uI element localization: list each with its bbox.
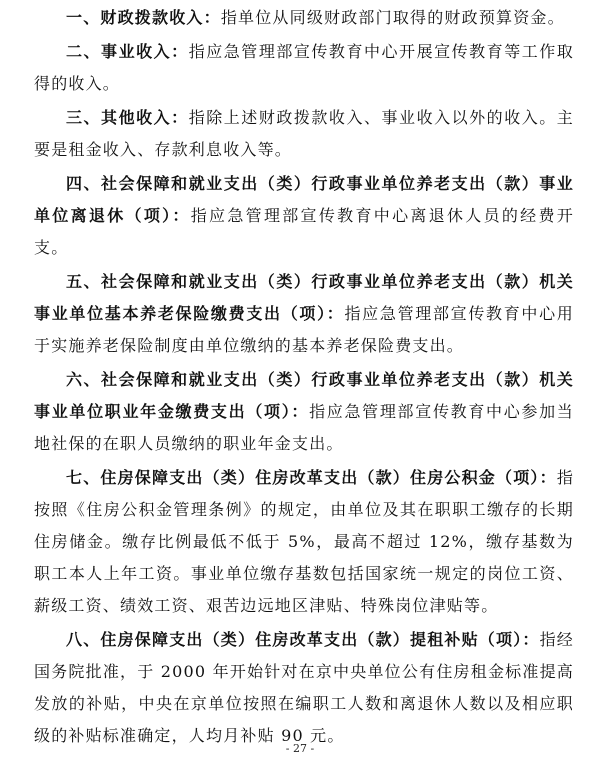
paragraph-text: 指应急管理部宣传教育中心参加当地社保的在职人员缴纳的职业年金支出。	[34, 402, 574, 453]
paragraph-text: 指除上述财政拨款收入、事业收入以外的收入。主要是租金收入、存款利息收入等。	[34, 108, 574, 159]
paragraph-heading: 一、财政拨款收入：	[66, 8, 221, 27]
paragraph-heading: 七、住房保障支出（类）住房改革支出（款）住房公积金（项）：	[66, 468, 557, 487]
paragraph-business-income	[34, 36, 574, 100]
paragraph-text: 指经国务院批准，于 2000 年开始针对在京中央单位公有住房租金标准提高发放的补贴，中央在京单位按照在编职工人数和离退休人数以及相应职级的补贴标准确定，人均月补贴 90 元。	[34, 630, 575, 745]
paragraph-text: 指应急管理部宣传教育中心开展宣传教育等工作取得的收入。	[34, 42, 574, 93]
paragraph-heading: 二、事业收入：	[66, 42, 189, 61]
paragraph-text: 指单位从同级财政部门取得的财政预算资金。	[220, 8, 565, 27]
paragraph-text: 指按照《住房公积金管理条例》的规定，由单位及其在职职工缴存的长期住房储金。缴存比例最低不低于 5%，最高不超过 12%，缴存基数为职工本人上年工资。事业单位缴存基数包括国家统一规定的岗位工资、薪级工资、绩效工资、艰苦边远地区津贴、特殊岗位津贴等。	[34, 468, 575, 615]
paragraph-fiscal-allocation-income	[34, 2, 574, 34]
document-body	[34, 2, 574, 754]
paragraph-other-income	[34, 102, 574, 166]
paragraph-text: 指应急管理部宣传教育中心用于实施养老保险制度由单位缴纳的基本养老保险费支出。	[34, 304, 574, 355]
paragraph-retirement	[34, 168, 574, 264]
paragraph-heading: 五、社会保障和就业支出（类）行政事业单位养老支出（款）机关事业单位基本养老保险缴费支出（项）：	[34, 272, 574, 323]
paragraph-heading: 三、其他收入：	[66, 108, 189, 127]
paragraph-occupational-annuity	[34, 364, 574, 460]
paragraph-rent-subsidy	[34, 624, 574, 752]
paragraph-housing-fund	[34, 462, 574, 622]
paragraph-heading: 六、社会保障和就业支出（类）行政事业单位养老支出（款）机关事业单位职业年金缴费支出（项）：	[34, 370, 574, 421]
paragraph-basic-pension	[34, 266, 574, 362]
page-number: - 27 -	[285, 742, 315, 755]
paragraph-text: 指应急管理部宣传教育中心离退休人员的经费开支。	[34, 206, 574, 257]
paragraph-heading: 八、住房保障支出（类）住房改革支出（款）提租补贴（项）：	[66, 630, 540, 649]
paragraph-heading: 四、社会保障和就业支出（类）行政事业单位养老支出（款）事业单位离退休（项）：	[34, 174, 574, 225]
